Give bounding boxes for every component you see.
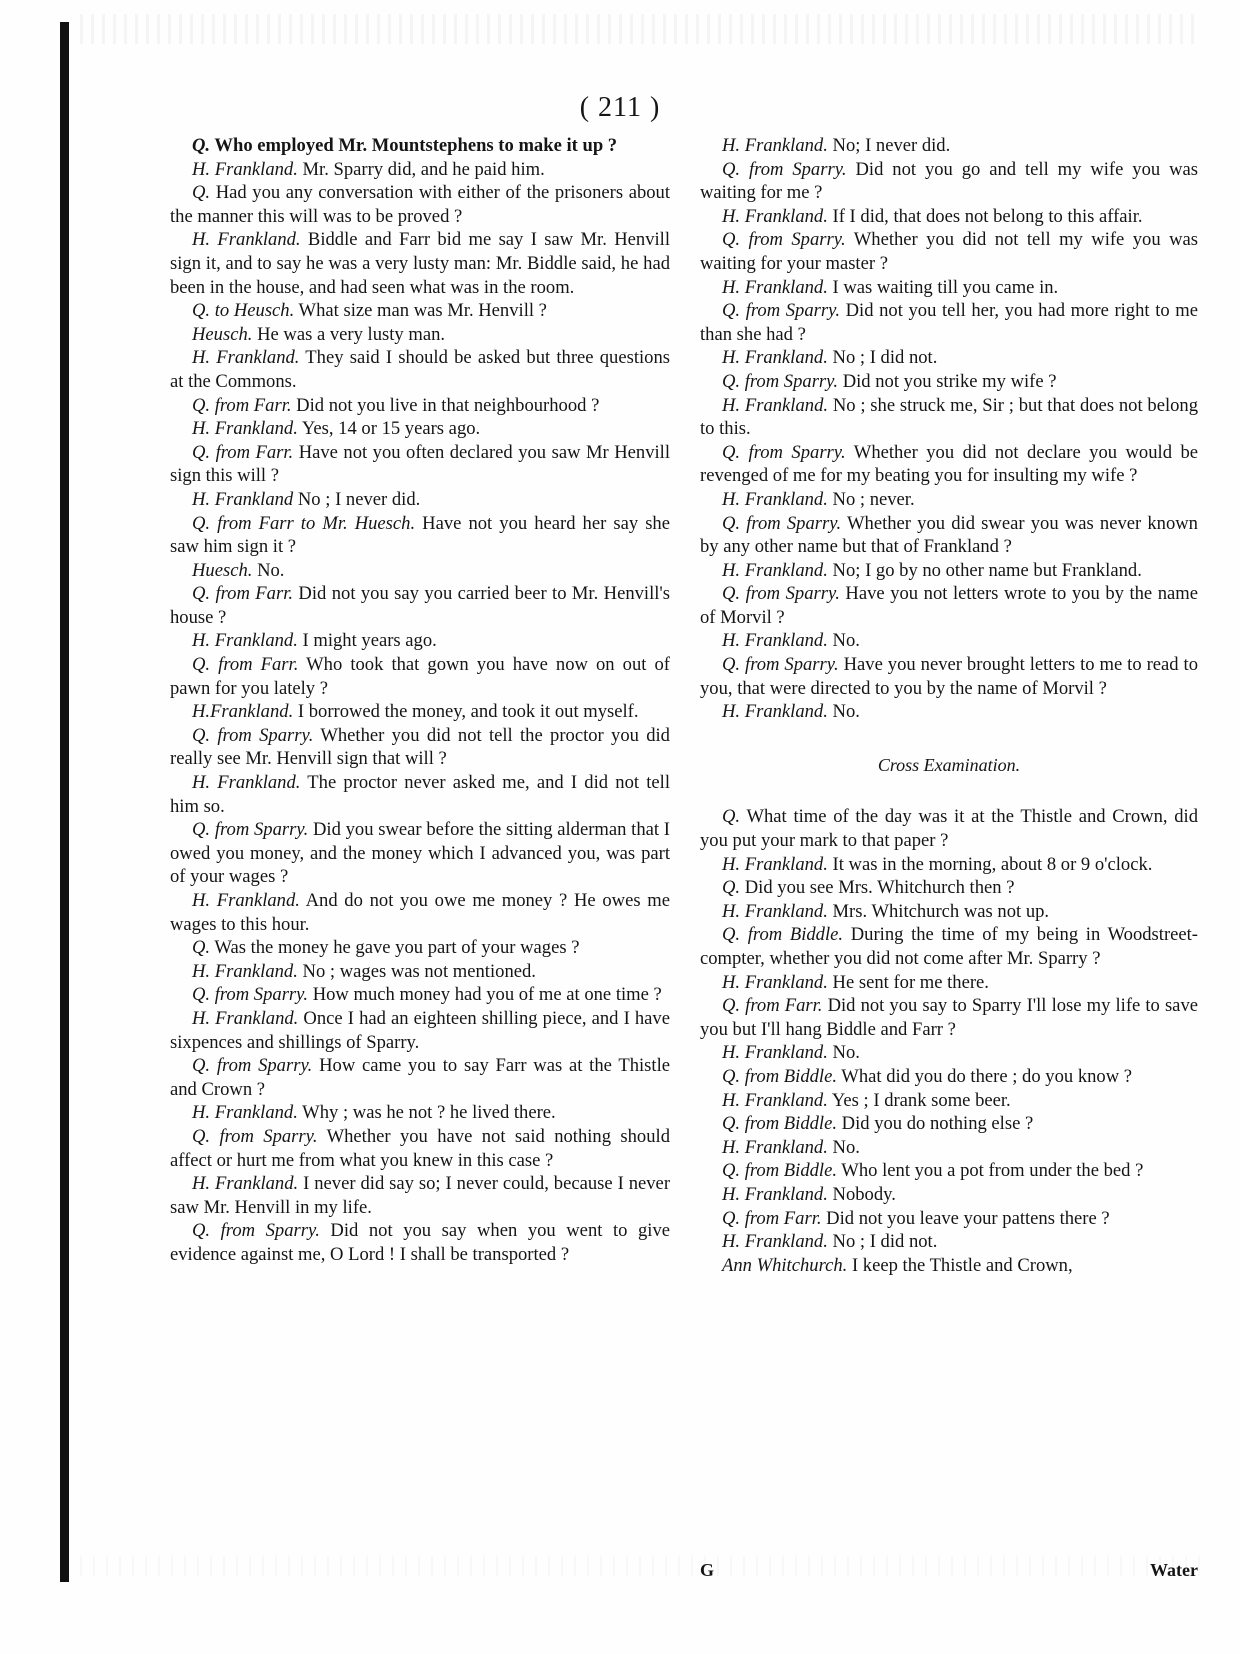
testimony-line bbox=[700, 1041, 1198, 1065]
testimony-text: What size man was Mr. Henvill ? bbox=[294, 300, 547, 322]
testimony-text: Who took that gown you have now on out of pawn for you lately ? bbox=[170, 654, 670, 699]
testimony-line bbox=[700, 900, 1198, 924]
testimony-text: He sent for me there. bbox=[827, 971, 989, 993]
testimony-text: Have you not letters wrote to you by the name of Morvil ? bbox=[700, 583, 1198, 628]
testimony-text: Have not you heard her say she saw him sign it ? bbox=[170, 512, 670, 558]
speaker-label: Q. to Heusch. bbox=[192, 300, 295, 322]
testimony-line bbox=[170, 1172, 670, 1219]
testimony-text: I was waiting till you came in. bbox=[827, 276, 1059, 298]
testimony-text: I never did say so; I never could, because I never saw Mr. Henvill in my life. bbox=[170, 1173, 671, 1218]
testimony-line bbox=[170, 512, 670, 559]
testimony-line bbox=[700, 1136, 1198, 1160]
testimony-line bbox=[170, 889, 670, 936]
testimony-text: No ; I never did. bbox=[293, 488, 421, 510]
testimony-line bbox=[170, 983, 670, 1007]
testimony-line bbox=[700, 205, 1198, 229]
testimony-text: Yes, 14 or 15 years ago. bbox=[297, 418, 481, 440]
speaker-label: H. Frankland bbox=[192, 488, 294, 510]
testimony-line bbox=[700, 1089, 1198, 1113]
speaker-label: H. Frankland. bbox=[722, 559, 828, 581]
speaker-label: Ann Whitchurch. bbox=[722, 1254, 848, 1276]
testimony-line bbox=[700, 994, 1198, 1041]
speaker-label: H. Frankland. bbox=[722, 1089, 828, 1111]
speaker-label: Q. from Farr. bbox=[192, 394, 292, 416]
testimony-line bbox=[700, 700, 1198, 724]
speaker-label: H. Frankland. bbox=[722, 205, 828, 227]
testimony-line bbox=[700, 559, 1198, 583]
binding-edge bbox=[60, 22, 69, 1582]
testimony-text: He was a very lusty man. bbox=[252, 323, 446, 345]
testimony-text: Did you see Mrs. Whitchurch then ? bbox=[740, 877, 1015, 899]
testimony-line bbox=[700, 971, 1198, 995]
speaker-label: H. Frankland. bbox=[722, 1183, 828, 1205]
speaker-label: Q. from Sparry. bbox=[722, 583, 840, 605]
speaker-label: H. Frankland. bbox=[722, 276, 828, 298]
testimony-text: I keep the Thistle and Crown, bbox=[847, 1254, 1073, 1276]
testimony-line bbox=[170, 158, 670, 182]
testimony-line bbox=[700, 653, 1198, 700]
speaker-label: H. Frankland. bbox=[722, 701, 828, 723]
speaker-label: H. Frankland. bbox=[192, 890, 300, 911]
testimony-line bbox=[700, 299, 1198, 346]
testimony-line bbox=[170, 323, 670, 347]
speaker-label: H. Frankland. bbox=[722, 394, 829, 416]
testimony-line bbox=[170, 1007, 670, 1054]
testimony-text: Was the money he gave you part of your wages ? bbox=[210, 937, 580, 959]
testimony-text: No ; I did not. bbox=[827, 1231, 938, 1253]
testimony-text: Did not you leave your pattens there ? bbox=[821, 1207, 1110, 1229]
speaker-label: H. Frankland. bbox=[192, 1007, 299, 1029]
left-column bbox=[170, 134, 670, 1267]
testimony-text: Have you never brought letters to me to read to you, that were directed to you by the name of Morvil ? bbox=[700, 654, 1198, 699]
testimony-line bbox=[170, 1219, 670, 1266]
testimony-line bbox=[170, 724, 670, 771]
speaker-label: Q. bbox=[722, 806, 741, 828]
testimony-text: And do not you owe me money ? He owes me wages to this hour. bbox=[170, 890, 670, 935]
speaker-label: Q. from Sparry. bbox=[192, 724, 314, 746]
testimony-text: No. bbox=[827, 1042, 860, 1064]
testimony-line bbox=[700, 1230, 1198, 1254]
testimony-line bbox=[700, 876, 1198, 900]
section-heading: Cross Examination. bbox=[877, 754, 1021, 775]
testimony-line bbox=[700, 1112, 1198, 1136]
speaker-label: H. Frankland. bbox=[192, 229, 301, 251]
testimony-line bbox=[170, 488, 670, 512]
speaker-label: H. Frankland. bbox=[192, 960, 298, 982]
testimony-text: No ; I did not. bbox=[827, 347, 938, 369]
speaker-label: Q. bbox=[192, 937, 211, 959]
testimony-text: Did you swear before the sitting alderman that I owed you money, and the money which I advanced you, was part of your wages ? bbox=[170, 819, 670, 888]
testimony-line bbox=[170, 299, 670, 323]
testimony-text: It was in the morning, about 8 or 9 o'clock. bbox=[827, 853, 1153, 875]
testimony-text: What did you do there ; do you know ? bbox=[837, 1065, 1133, 1087]
speaker-label: Q. from Biddle. bbox=[722, 924, 844, 946]
testimony-line bbox=[170, 653, 670, 700]
testimony-line bbox=[700, 582, 1198, 629]
testimony-text: Whether you have not said nothing should affect or hurt me from what you knew in this case ? bbox=[170, 1125, 670, 1171]
speaker-label: H. Frankland. bbox=[722, 488, 828, 510]
testimony-line bbox=[170, 629, 670, 653]
testimony-line bbox=[700, 923, 1198, 970]
speaker-label: H. Frankland. bbox=[722, 135, 828, 156]
speaker-label: H. Frankland. bbox=[192, 630, 298, 652]
testimony-text: How much money had you of me at one time ? bbox=[308, 984, 662, 1006]
testimony-text: Mr. Sparry did, and he paid him. bbox=[297, 158, 545, 180]
speaker-label: H. Frankland. bbox=[192, 158, 298, 180]
testimony-line bbox=[170, 771, 670, 818]
testimony-line bbox=[700, 1159, 1198, 1183]
testimony-text: Did not you say to Sparry I'll lose my life to save you but I'll hang Biddle and Farr ? bbox=[700, 995, 1198, 1040]
speaker-label: Q. from Sparry. bbox=[192, 1125, 318, 1147]
testimony-text: Biddle and Farr bid me say I saw Mr. Henvill sign it, and to say he was a very lusty man: Mr. Biddle said, he had been in the house, and had seen what was in the room. bbox=[170, 229, 670, 298]
testimony-line bbox=[700, 805, 1198, 852]
speaker-label: H.Frankland. bbox=[192, 701, 294, 723]
testimony-line bbox=[700, 1254, 1198, 1278]
speaker-label: Q. from Sparry. bbox=[722, 654, 839, 676]
speaker-label: H. Frankland. bbox=[722, 630, 828, 652]
testimony-line bbox=[170, 559, 670, 583]
page-footer bbox=[700, 1560, 1198, 1586]
testimony-text: Did not you say you carried beer to Mr. Henvill's house ? bbox=[170, 583, 670, 628]
speaker-label: Q. from Biddle. bbox=[722, 1113, 837, 1135]
testimony-text: During the time of my being in Woodstreet-compter, whether you did not come after Mr. Sparry ? bbox=[700, 924, 1198, 969]
testimony-line bbox=[700, 853, 1198, 877]
testimony-line bbox=[700, 134, 1198, 158]
speaker-label: H. Frankland. bbox=[192, 1173, 299, 1195]
speaker-label: Q. from Farr. bbox=[192, 441, 294, 463]
testimony-line bbox=[170, 346, 670, 393]
testimony-line bbox=[170, 228, 670, 299]
speaker-label: H. Frankland. bbox=[722, 853, 828, 875]
testimony-text: Who lent you a pot from under the bed ? bbox=[837, 1160, 1144, 1182]
testimony-text: Did not you tell her, you had more right to me than she had ? bbox=[700, 300, 1198, 345]
speaker-label: Q. from Sparry. bbox=[722, 158, 847, 180]
testimony-text: Did not you strike my wife ? bbox=[838, 370, 1057, 392]
testimony-text: Have not you often declared you saw Mr Henvill sign this will ? bbox=[170, 441, 670, 487]
testimony-text: Did you do nothing else ? bbox=[837, 1113, 1034, 1135]
speaker-label: H. Frankland. bbox=[192, 1102, 298, 1124]
testimony-line bbox=[700, 1183, 1198, 1207]
speaker-label: Q. from Sparry. bbox=[192, 1220, 320, 1242]
testimony-line bbox=[700, 370, 1198, 394]
testimony-line bbox=[700, 394, 1198, 441]
testimony-text: Once I had an eighteen shilling piece, and I have sixpences and shillings of Sparry. bbox=[170, 1007, 670, 1053]
testimony-text: What time of the day was it at the Thistle and Crown, did you put your mark to that paper ? bbox=[700, 806, 1198, 852]
testimony-text: Mrs. Whitchurch was not up. bbox=[827, 900, 1050, 922]
testimony-line bbox=[700, 488, 1198, 512]
testimony-text: No. bbox=[252, 559, 285, 581]
speaker-label: Q. bbox=[722, 877, 741, 899]
speaker-label: Q. from Farr. bbox=[192, 654, 299, 676]
testimony-line bbox=[170, 417, 670, 441]
testimony-text: Had you any conversation with either of the prisoners about the manner this will was to be proved ? bbox=[170, 182, 670, 227]
testimony-line bbox=[170, 1125, 670, 1172]
speaker-label: Q. from Farr to Mr. Huesch. bbox=[192, 512, 416, 534]
testimony-text: Whether you did swear you was never known by any other name but that of Frankland ? bbox=[700, 512, 1198, 558]
speaker-label: Q. from Sparry. bbox=[722, 300, 840, 322]
speaker-label: Q. from Sparry. bbox=[192, 984, 309, 1006]
speaker-label: H. Frankland. bbox=[192, 772, 301, 794]
testimony-line bbox=[700, 1065, 1198, 1089]
testimony-line bbox=[700, 1207, 1198, 1231]
testimony-line bbox=[170, 818, 670, 889]
testimony-line bbox=[170, 441, 670, 488]
testimony-text: Yes ; I drank some beer. bbox=[827, 1089, 1011, 1111]
testimony-text: No ; never. bbox=[827, 488, 915, 510]
testimony-text: Why ; was he not ? he lived there. bbox=[297, 1102, 556, 1124]
testimony-line bbox=[170, 181, 670, 228]
speaker-label: Q. from Farr. bbox=[722, 995, 823, 1017]
testimony-text: No; I never did. bbox=[827, 135, 951, 156]
speaker-label: Q. from Sparry. bbox=[192, 1055, 313, 1077]
testimony-line bbox=[170, 1101, 670, 1125]
scan-noise-top bbox=[80, 14, 1200, 44]
speaker-label: Q. from Biddle. bbox=[722, 1160, 837, 1182]
testimony-line bbox=[170, 1054, 670, 1101]
testimony-line bbox=[170, 936, 670, 960]
testimony-text: How came you to say Farr was at the Thistle and Crown ? bbox=[170, 1055, 670, 1100]
testimony-line bbox=[170, 134, 670, 158]
speaker-label: Q. from Farr. bbox=[192, 583, 294, 605]
testimony-line bbox=[170, 960, 670, 984]
testimony-text: No. bbox=[827, 701, 860, 723]
testimony-line bbox=[700, 228, 1198, 275]
testimony-text: No ; she struck me, Sir ; but that does not belong to this. bbox=[700, 394, 1199, 440]
speaker-label: H. Frankland. bbox=[722, 1231, 828, 1253]
testimony-line bbox=[700, 512, 1198, 559]
testimony-line bbox=[700, 276, 1198, 300]
testimony-text: Did not you live in that neighbourhood ? bbox=[291, 394, 600, 416]
speaker-label: H. Frankland. bbox=[722, 971, 828, 993]
speaker-label: Q. from Biddle. bbox=[722, 1065, 837, 1087]
speaker-label: H. Frankland. bbox=[722, 900, 828, 922]
right-column-top bbox=[700, 134, 1198, 724]
right-column-bottom bbox=[700, 805, 1198, 1277]
speaker-label: H. Frankland. bbox=[722, 347, 828, 369]
speaker-label: Q. bbox=[192, 135, 211, 156]
testimony-text: No. bbox=[827, 630, 860, 652]
testimony-text: I might years ago. bbox=[297, 630, 437, 652]
speaker-label: Q. from Sparry. bbox=[192, 819, 309, 841]
speaker-label: Q. from Sparry. bbox=[722, 229, 846, 251]
testimony-text: Who employed Mr. Mountstephens to make it up ? bbox=[210, 135, 618, 156]
testimony-text: If I did, that does not belong to this affair. bbox=[827, 205, 1143, 227]
page-number: ( 211 ) bbox=[579, 92, 661, 123]
testimony-text: Whether you did not tell the proctor you did really see Mr. Henvill sign that will ? bbox=[170, 724, 670, 770]
testimony-text: No. bbox=[827, 1136, 860, 1158]
testimony-line bbox=[700, 441, 1198, 488]
speaker-label: H. Frankland. bbox=[722, 1136, 828, 1158]
testimony-text: I borrowed the money, and took it out myself. bbox=[293, 701, 639, 723]
speaker-label: H. Frankland. bbox=[192, 347, 300, 369]
speaker-label: Q. from Sparry. bbox=[722, 370, 839, 392]
testimony-line bbox=[170, 700, 670, 724]
testimony-line bbox=[700, 158, 1198, 205]
speaker-label: H. Frankland. bbox=[722, 1042, 828, 1064]
testimony-text: They said I should be asked but three questions at the Commons. bbox=[170, 347, 670, 392]
testimony-text: Whether you did not tell my wife you was waiting for your master ? bbox=[700, 229, 1198, 274]
speaker-label: Q. from Sparry. bbox=[722, 441, 846, 463]
testimony-line bbox=[170, 394, 670, 418]
testimony-text: Did not you go and tell my wife you was waiting for me ? bbox=[700, 158, 1198, 204]
testimony-line bbox=[700, 346, 1198, 370]
testimony-text: No; I go by no other name but Frankland. bbox=[827, 559, 1142, 581]
right-column bbox=[700, 134, 1198, 1277]
speaker-label: Huesch. bbox=[192, 559, 253, 581]
speaker-label: Q. bbox=[192, 182, 211, 204]
testimony-text: Nobody. bbox=[827, 1183, 896, 1205]
catchword: Water bbox=[1150, 1560, 1198, 1580]
signature-mark: G bbox=[700, 1560, 715, 1580]
speaker-label: Q. from Sparry. bbox=[722, 512, 842, 534]
speaker-label: Q. from Farr. bbox=[722, 1207, 822, 1229]
testimony-text: Whether you did not declare you would be revenged of me for my beating you for insulting my wife ? bbox=[700, 441, 1198, 487]
testimony-line bbox=[170, 582, 670, 629]
speaker-label: H. Frankland. bbox=[192, 418, 298, 440]
speaker-label: Heusch. bbox=[192, 323, 253, 345]
testimony-text: The proctor never asked me, and I did not tell him so. bbox=[170, 772, 670, 817]
testimony-text: Did not you say when you went to give evidence against me, O Lord ! I shall be transported ? bbox=[170, 1220, 670, 1265]
testimony-text: No ; wages was not mentioned. bbox=[297, 960, 536, 982]
testimony-line bbox=[700, 629, 1198, 653]
